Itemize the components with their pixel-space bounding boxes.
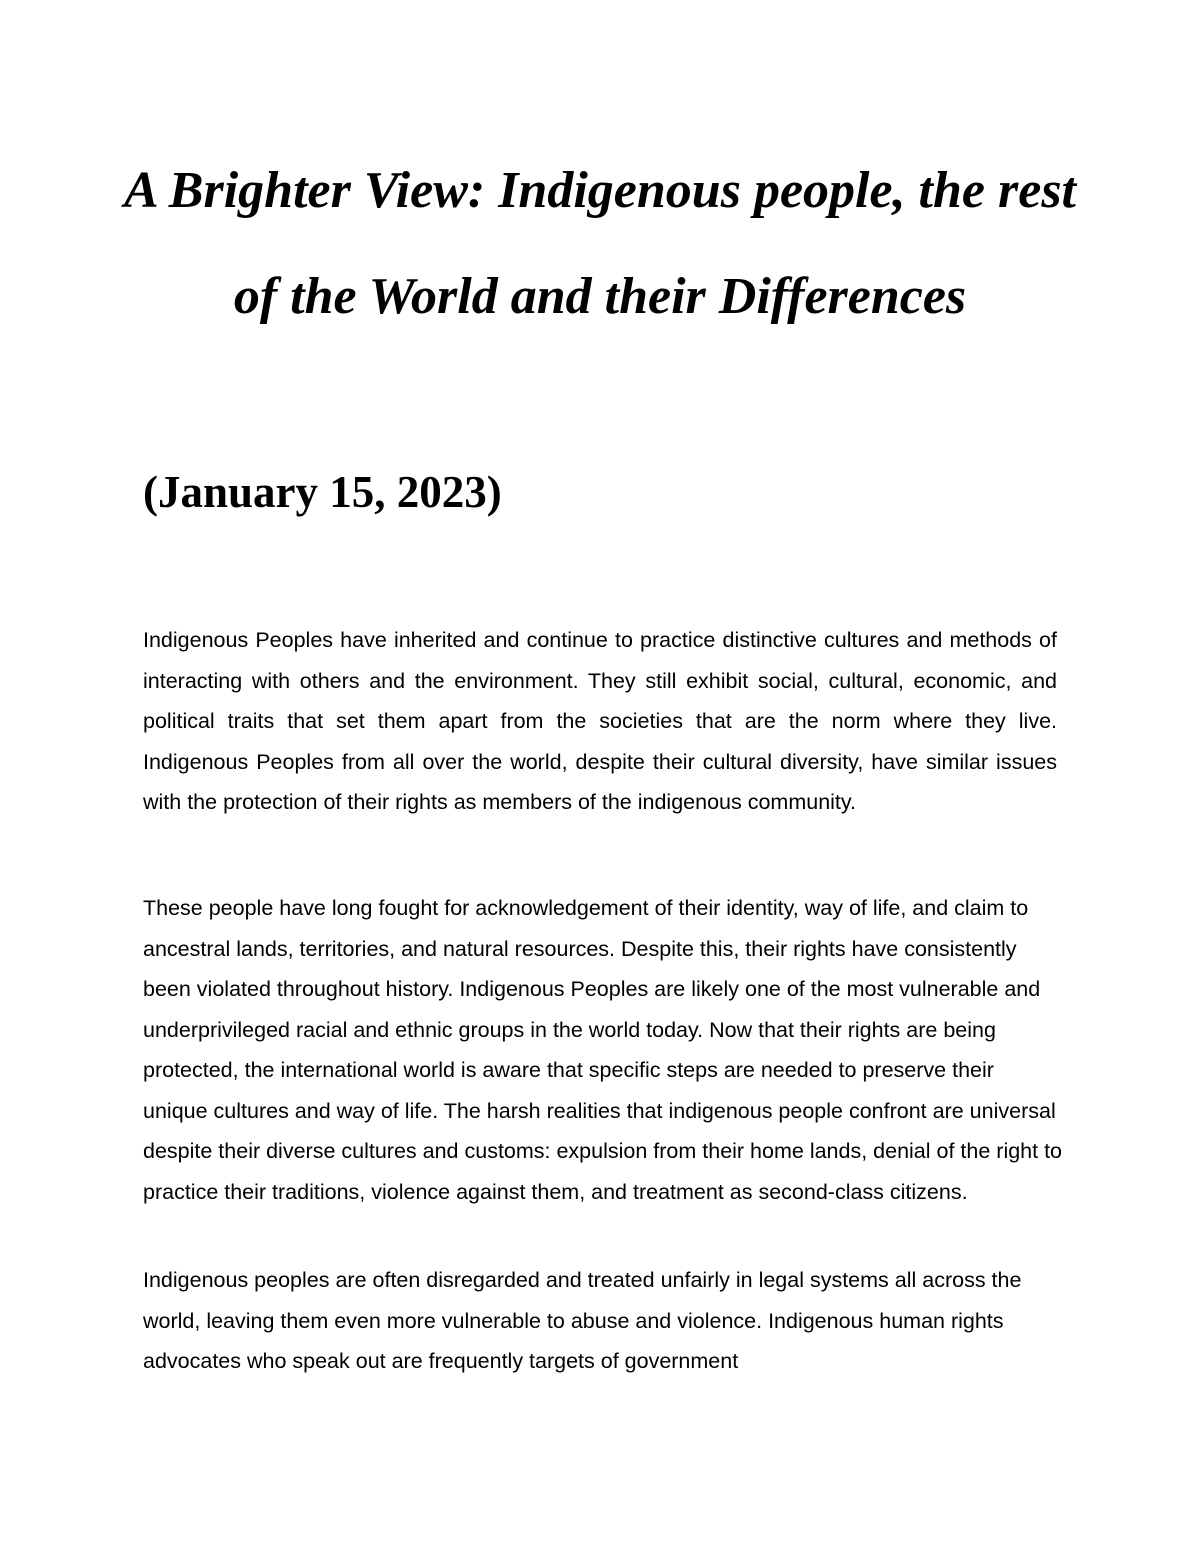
paragraph-3: Indigenous peoples are often disregarded and treated unfairly in legal systems all across the world, leaving them even more vulnerable to abuse and violence. Indigenous human rights advocates who speak out are frequently targets of government <box>143 1268 1022 1373</box>
paragraph-1: Indigenous Peoples have inherited and continue to practice distinctive cultures and methods of interacting with others and the environment. They still exhibit social, cultural, economic, and political traits that set them apart from the societies that are the norm where they live. Indigenous Peoples from all over the world, despite their cultural diversity, have similar issues with the protection of their rights as members of the indigenous community. <box>143 628 1057 814</box>
document-date: (January 15, 2023) <box>143 467 502 517</box>
document-title: A Brighter View: Indigenous people, the rest of the World and their Differences <box>123 162 1077 325</box>
paragraph-2: These people have long fought for acknowledgement of their identity, way of life, and claim to ancestral lands, territories, and natural resources. Despite this, their rights have consistently been violated throughout history. Indigenous Peoples are likely one of the most vulnerable and underprivileged racial and ethnic groups in the world today. Now that their rights are being protected, the international world is aware that specific steps are needed to preserve their unique cultures and way of life. The harsh realities that indigenous people confront are universal despite their diverse cultures and customs: expulsion from their home lands, denial of the right to practice their traditions, violence against them, and treatment as second-class citizens. <box>143 896 1063 1204</box>
